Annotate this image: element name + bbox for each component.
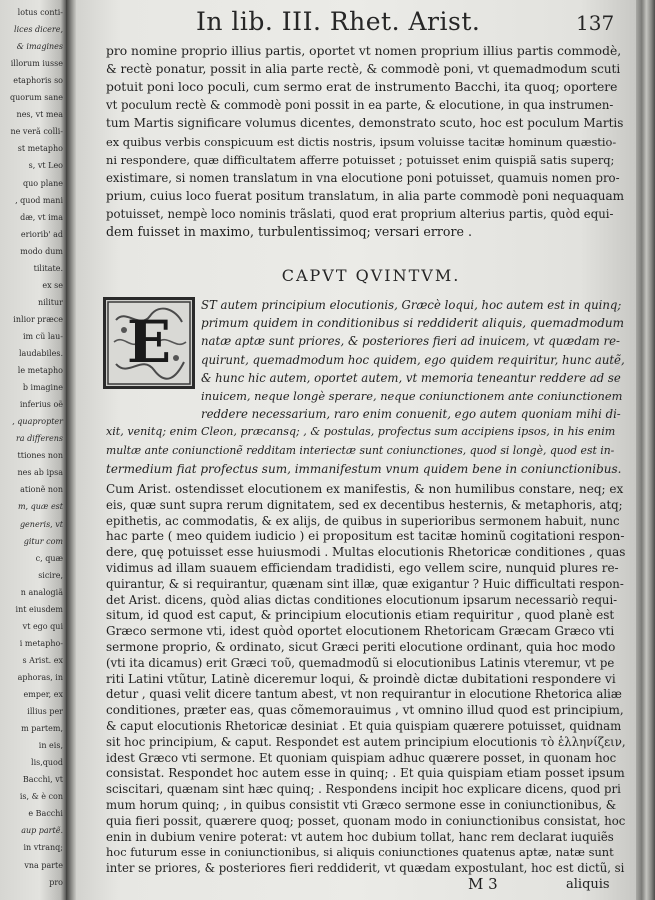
text-line: Cum Arist. ostendisset elocutionem ex manifestis, & non humilibus constare, neq; ex: [106, 482, 624, 496]
text-line: vt poculum rectè & commodè poni possit in ea parte, & elocutione, in qua instrumen-: [106, 98, 614, 113]
text-line: enin in dubium venire poterat: vt autem hoc dubium tollat, hanc rem declarat iuquiẽs: [106, 829, 614, 844]
text-line: sciscitari, quænam sint hæc quinq; . Respondens incipit hoc explicare dicens, quod pri: [106, 782, 621, 797]
text-line: dem fuisset in maximo, turbulentissimoq; versari errore .: [106, 224, 472, 239]
text-line: ex quibus verbis conspicuum est dictis nostris, ipsum voluisse tacitæ hominum quæstio-: [106, 134, 617, 149]
chapter-heading: CAPVT QVINTVM.: [281, 266, 461, 285]
left-page-line: dæ, vt ima: [20, 212, 63, 222]
decorated-initial-e: [103, 297, 195, 389]
text-line: reddere necessarium, raro enim conuenit, ego autem quoniam mihi di-: [201, 407, 621, 422]
text-line: quia fieri possit, quærere quoq; posset, quonam modo in coniunctionibus consistat, hoc: [106, 813, 626, 828]
left-page-line: nilitur: [37, 297, 63, 307]
text-line: quirantur, & si requirantur, quænam sint illæ, quæ exigantur ? Huic difficultati respon-: [106, 576, 624, 591]
facing-left-page: [0, 0, 66, 900]
left-page-line: , quod mani: [15, 195, 63, 205]
text-line: natæ aptæ sunt priores, & posteriores fieri ad inuicem, vt quædam re-: [201, 334, 620, 349]
left-page-line: inlior præce: [13, 314, 63, 324]
left-page-line: s Arist. ex: [22, 655, 63, 665]
text-line: sermone proprio, & ordinato, sicut Græci periti elocutione ordinant, quia hoc modo: [106, 640, 616, 654]
text-line: pro nomine proprio illius partis, oportet vt nomen proprium illius partis commodè,: [106, 44, 622, 58]
left-page-line: int eiusdem: [15, 604, 63, 614]
left-page-line: ra differens: [15, 434, 63, 444]
left-page-line: aphoras, in: [17, 672, 63, 682]
text-line: tum Martis significare volumus dicentes, demonstrato scuto, hoc est poculum Martis: [106, 116, 624, 131]
text-line: (vti ita dicamus) erit Græci τοῦ, quemadmodũ si elocutionibus Latinis vteremur, vt pe: [106, 655, 615, 670]
left-page-line: ne verã colli-: [10, 127, 63, 137]
left-page-line: ex se: [42, 280, 63, 290]
left-page-line: m, quæ est: [17, 502, 63, 512]
left-page-line: eriorib' ad: [20, 229, 63, 239]
main-page: [76, 0, 636, 900]
left-page-line: n analogiã: [20, 587, 63, 597]
left-page-line: quo plane: [23, 178, 63, 188]
text-line: & hunc hic autem, oportet autem, vt memoria teneantur reddere ad se: [201, 370, 621, 385]
left-page-line: vt ego qui: [22, 621, 63, 631]
left-page-line: gitur com: [23, 536, 63, 546]
left-page-line: emper, ex: [23, 690, 63, 699]
left-page-line: is, & è con: [19, 792, 63, 802]
left-page-line: in eis,: [38, 741, 63, 751]
left-page-line: b imagine: [22, 383, 63, 393]
text-line: inuicem, neque longè sperare, neque coniunctionem ante coniunctionem: [201, 389, 623, 403]
ornament-icon: [106, 300, 192, 386]
book-gutter: [66, 0, 76, 900]
left-page-line: in vtranq;: [23, 843, 63, 853]
left-page-line: m partem,: [21, 724, 63, 734]
left-page-line: pro: [49, 877, 63, 887]
left-page-line: modo dum: [20, 246, 63, 256]
left-page-line: le metapho: [17, 366, 63, 376]
left-page-line: i metapho-: [19, 638, 63, 648]
left-page-line: illius per: [27, 707, 63, 717]
text-line: xit, venitq; enim Cleon, præcansq; , & postulas, profectus sum accipiens ipsos, in his enim: [106, 425, 616, 439]
left-page-line: , quapropter: [12, 417, 63, 427]
text-line: termedium fiat profectus sum, immanifestum vnum quidem bene in coniunctionibus.: [106, 461, 622, 476]
text-line: vidimus ad illam suauem efficiendam tradidisti, ego vellem scire, nunquid plures re-: [106, 561, 619, 575]
running-head: In lib. III. Rhet. Arist.: [196, 7, 481, 36]
left-page-line: inferius oẽ: [19, 400, 63, 410]
left-page-line: vna parte: [24, 860, 63, 870]
text-line: detur , quasi velit dicere tantum abest, vt non requirantur in elocutione Rhetorica aliæ: [106, 687, 622, 702]
left-page-line: & imagines: [16, 42, 63, 52]
left-page-line: Bacchi, vt: [22, 775, 63, 785]
text-line: situm, id quod est caput, & principium elocutionis etiam requiritur , quod planè est: [106, 608, 615, 623]
svg-text:E: E: [126, 308, 172, 376]
left-page-line: lis,quod: [31, 758, 63, 768]
left-page-line: nes ab ipsa: [17, 468, 63, 478]
left-page-line: e Bacchi: [28, 809, 63, 819]
catchword: aliquis: [566, 877, 610, 892]
text-line: conditiones, præter eas, quas cõmemorauimus , vt omnino illud quod est principium,: [106, 703, 624, 718]
text-line: dere, quę potuisset esse huiusmodi . Multas elocutionis Rhetoricæ conditiones , quas: [106, 545, 626, 560]
left-page-line: laudabiles.: [19, 349, 63, 358]
text-line: sit hoc principium, & caput. Respondet est autem principium elocutionis τὸ ἑλληνίζειν,: [106, 734, 626, 749]
text-line: riti Latini vtũtur, Latinè diceremur loqui, & proindè dictæ dubitationi respondere vi: [106, 671, 616, 686]
left-page-line: generis, vt: [19, 519, 63, 529]
left-page-line: tilitate.: [33, 263, 63, 273]
left-page-line: aup partẽ.: [21, 826, 63, 836]
text-line: existimare, si nomen translatum in vna elocutione poni potuisset, quamuis nomen pro-: [106, 170, 620, 185]
text-line: hoc futurum esse in coniunctionibus, si aliquis coniunctiones quatenus aptæ, natæ sunt: [106, 845, 614, 860]
text-line: multæ ante coniunctionẽ redditam interiectæ sunt coniunctiones, quod si longè, quod est in-: [106, 443, 615, 457]
text-line: ST autem principium elocutionis, Græcè loqui, hoc autem est in quinq;: [201, 298, 622, 312]
page-number: 137: [576, 11, 615, 35]
text-line: Græco sermone vti, idest quòd oportet elocutionem Rhetoricam Græcam Græco vti: [106, 624, 615, 639]
text-line: consistat. Respondet hoc autem esse in quinq; . Et quia quispiam etiam posset ipsum: [106, 766, 625, 781]
text-line: idest Græco vti sermone. Et quoniam quispiam adhuc quærere posset, in quonam hoc: [106, 750, 617, 765]
left-page-line: im cũ lau-: [22, 331, 63, 341]
text-line: mum horum quinq; , in quibus consistit vti Græco sermone esse in coniunctionibus, &: [106, 798, 617, 812]
left-page-line: quorum sane: [10, 93, 63, 103]
text-line: epithetis, ac commodatis, & ex alijs, de quibus in superioribus sermonem habuit, nunc: [106, 513, 620, 528]
left-page-line: nes, vt mea: [16, 110, 63, 120]
text-line: & caput elocutionis Rhetoricæ desiniat . Et quia quispiam quærere potuisset, quidnam: [106, 719, 622, 733]
page-edges: [636, 0, 655, 900]
text-line: inter se priores, & posteriores fieri reddiderit, vt quædam expostulant, hoc est dictũ, si: [106, 861, 625, 876]
text-line: prium, cuius loco fuerat positum translatum, in alia parte commodè poni nequaquam: [106, 188, 625, 203]
left-page-line: ttiones non: [17, 451, 63, 461]
text-line: quirunt, quemadmodum hoc quidem, ego quidem requiritur, hunc autẽ,: [201, 352, 625, 367]
left-page-line: st metapho: [17, 144, 63, 154]
text-line: ni respondere, quæ difficultatem afferre potuisset ; potuisset enim quispiã satis superq;: [106, 152, 615, 167]
left-page-line: ationẽ non: [20, 485, 63, 495]
text-line: & rectè ponatur, possit in alia parte rectè, & commodè poni, vt quemadmodum scuti: [106, 62, 621, 77]
left-page-line: lotus conti-: [17, 8, 63, 17]
text-line: eis, quæ sunt supra rerum dignitatem, sed ex decentibus hesternis, & metaphoris, atq;: [106, 497, 623, 512]
left-page-line: s, vt Leo: [28, 161, 63, 171]
left-page-line: etaphoris so: [13, 76, 63, 86]
text-line: potuit poni loco poculi, cum sermo erat de instrumento Bacchi, ita quoq; oportere: [106, 80, 618, 95]
text-line: primum quidem in conditionibus si reddiderit aliquis, quemadmodum: [201, 316, 625, 331]
left-page-line: sicire,: [38, 570, 63, 580]
left-page-line: illorum iusse: [10, 59, 63, 69]
text-line: potuisset, nempè loco nominis trãslati, quod erat proprium alterius partis, quòd equi-: [106, 206, 614, 221]
left-page-line: c, quæ: [35, 553, 63, 563]
text-line: hac parte ( meo quidem iudicio ) ei propositum est tacitæ hominũ cogitationi respon-: [106, 529, 625, 544]
signature-mark: M 3: [468, 875, 498, 893]
left-page-line: lices dicere,: [14, 25, 63, 35]
text-line: det Arist. dicens, quòd alias dictas conditiones elocutionum ipsarum necessariò requi-: [106, 592, 618, 607]
